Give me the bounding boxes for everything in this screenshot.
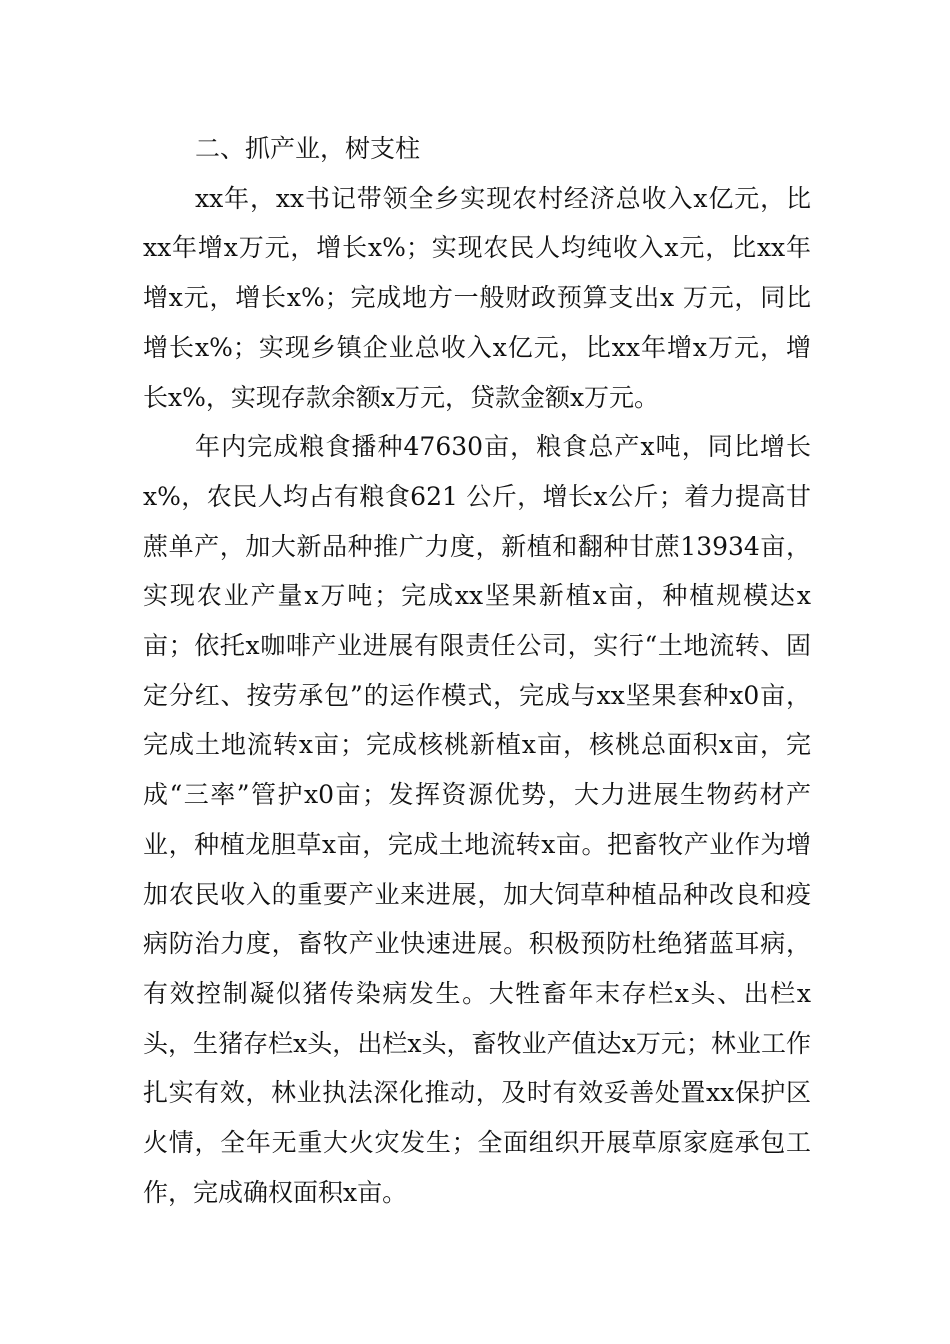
section-heading: 二、抓产业，树支柱 (195, 134, 421, 163)
paragraph-economy-summary: xx年，xx书记带领全乡实现农村经济总收入x亿元，比xx年增x万元，增长x%；实现农民人均纯收入x元，比xx年增x元，增长x%；完成地方一般财政预算支出x 万元，同比增长x%；实现乡镇企业总收入x亿元，比xx年增x万元，增长x%，实现存款余额x万元，贷款金额x万元。 (143, 183, 811, 412)
document-body (143, 124, 811, 1217)
paragraph-agriculture-details: 年内完成粮食播种47630亩，粮食总产x吨，同比增长x%，农民人均占有粮食621 公斤，增长x公斤；着力提高甘蔗单产，加大新品种推广力度，新植和翻种甘蔗13934亩，实现农业产量x万吨；完成xx坚果新植x亩，种植规模达x亩；依托x咖啡产业进展有限责任公司，实行“土地流转、固定分红、按劳承包”的运作模式，完成与xx坚果套种x0亩，完成土地流转x亩；完成核桃新植x亩，核桃总面积x亩，完成“三率”管护x0亩；发挥资源优势，大力进展生物药材产业，种植龙胆草x亩，完成土地流转x亩。把畜牧产业作为增加农民收入的重要产业来进展，加大饲草种植品种改良和疫病防治力度，畜牧产业快速进展。积极预防杜绝猪蓝耳病，有效控制凝似猪传染病发生。大牲畜年末存栏x头、出栏x头，生猪存栏x头，出栏x头，畜牧业产值达x万元；林业工作扎实有效，林业执法深化推动，及时有效妥善处置xx保护区火情，全年无重大火灾发生；全面组织开展草原家庭承包工作，完成确权面积x亩。 (143, 432, 811, 1207)
